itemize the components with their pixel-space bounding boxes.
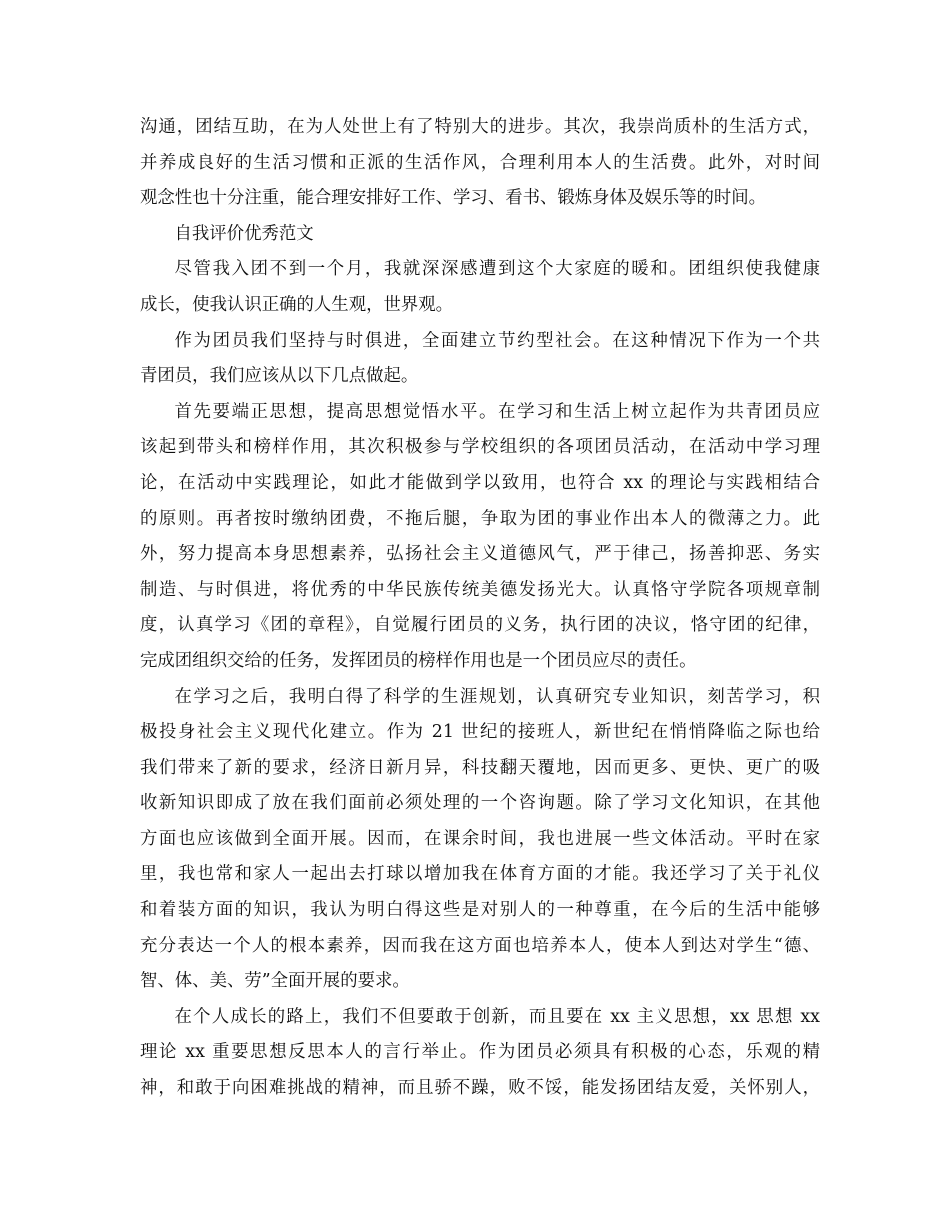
- text-line: 和着装方面的知识，我认为明白得这些是对别人的一种尊重，在今后的生活中能够: [140, 900, 820, 921]
- text-line: 该起到带头和榜样作用，其次积极参与学校组织的各项团员活动，在活动中学习理: [140, 437, 820, 458]
- text-line: 神，和敢于向困难挑战的精神，而且骄不躁，败不馁，能发扬团结友爱，关怀别人，: [140, 1078, 820, 1099]
- text-line: 外，努力提高本身思想素养，弘扬社会主义道德风气，严于律己，扬善抑恶、务实: [140, 544, 820, 565]
- text-line: 极投身社会主义现代化建立。作为 21 世纪的接班人，新世纪在悄悄降临之际也给: [140, 722, 820, 743]
- text-line: 理论 xx 重要思想反思本人的言行举止。作为团员必须具有积极的心态，乐观的精: [140, 1042, 820, 1063]
- text-line: 的原则。再者按时缴纳团费，不拖后腿，争取为团的事业作出本人的微薄之力。此: [140, 508, 820, 529]
- text-line: 成长，使我认识正确的人生观，世界观。: [140, 294, 454, 315]
- text-line: 完成团组织交给的任务，发挥团员的榜样作用也是一个团员应尽的责任。: [140, 650, 697, 671]
- text-line: 观念性也十分注重，能合理安排好工作、学习、看书、锻炼身体及娱乐等的时间。: [140, 188, 767, 209]
- text-line: 自我评价优秀范文: [174, 223, 314, 244]
- text-line: 充分表达一个人的根本素养，因而我在这方面也培养本人，使本人到达对学生“德、: [140, 935, 820, 956]
- text-line: 智、体、美、劳”全面开展的要求。: [140, 971, 410, 992]
- text-line: 方面也应该做到全面开展。因而，在课余时间，我也进展一些文体活动。平时在家: [140, 828, 820, 849]
- text-line: 尽管我入团不到一个月，我就深深感遭到这个大家庭的暖和。团组织使我健康: [174, 259, 820, 280]
- text-line: 收新知识即成了放在我们面前必须处理的一个咨询题。除了学习文化知识，在其他: [140, 793, 820, 814]
- text-line: 沟通，团结互助，在为人处世上有了特别大的进步。其次，我崇尚质朴的生活方式，: [140, 117, 820, 137]
- text-line: 论，在活动中实践理论，如此才能做到学以致用，也符合 xx 的理论与实践相结合: [140, 472, 820, 493]
- text-line: 作为团员我们坚持与时俱进，全面建立节约型社会。在这种情况下作为一个共: [174, 330, 820, 351]
- text-line: 在学习之后，我明白得了科学的生涯规划，认真研究专业知识，刻苦学习，积: [174, 686, 820, 707]
- text-line: 里，我也常和家人一起出去打球以增加我在体育方面的才能。我还学习了关于礼仪: [140, 864, 820, 885]
- text-line: 首先要端正思想，提高思想觉悟水平。在学习和生活上树立起作为共青团员应: [174, 401, 820, 422]
- text-line: 度，认真学习《团的章程》，自觉履行团员的义务，执行团的决议，恪守团的纪律，: [140, 615, 820, 636]
- text-line: 并养成良好的生活习惯和正派的生活作风，合理利用本人的生活费。此外，对时间: [140, 152, 820, 173]
- text-line: 青团员，我们应该从以下几点做起。: [140, 366, 419, 387]
- text-line: 制造、与时俱进，将优秀的中华民族传统美德发扬光大。认真恪守学院各项规章制: [140, 579, 820, 600]
- text-line: 我们带来了新的要求，经济日新月异，科技翻天覆地，因而更多、更快、更广的吸: [140, 757, 820, 778]
- text-line: 在个人成长的路上，我们不但要敢于创新，而且要在 xx 主义思想，xx 思想 xx: [174, 1006, 820, 1027]
- document-body: [140, 110, 820, 1107]
